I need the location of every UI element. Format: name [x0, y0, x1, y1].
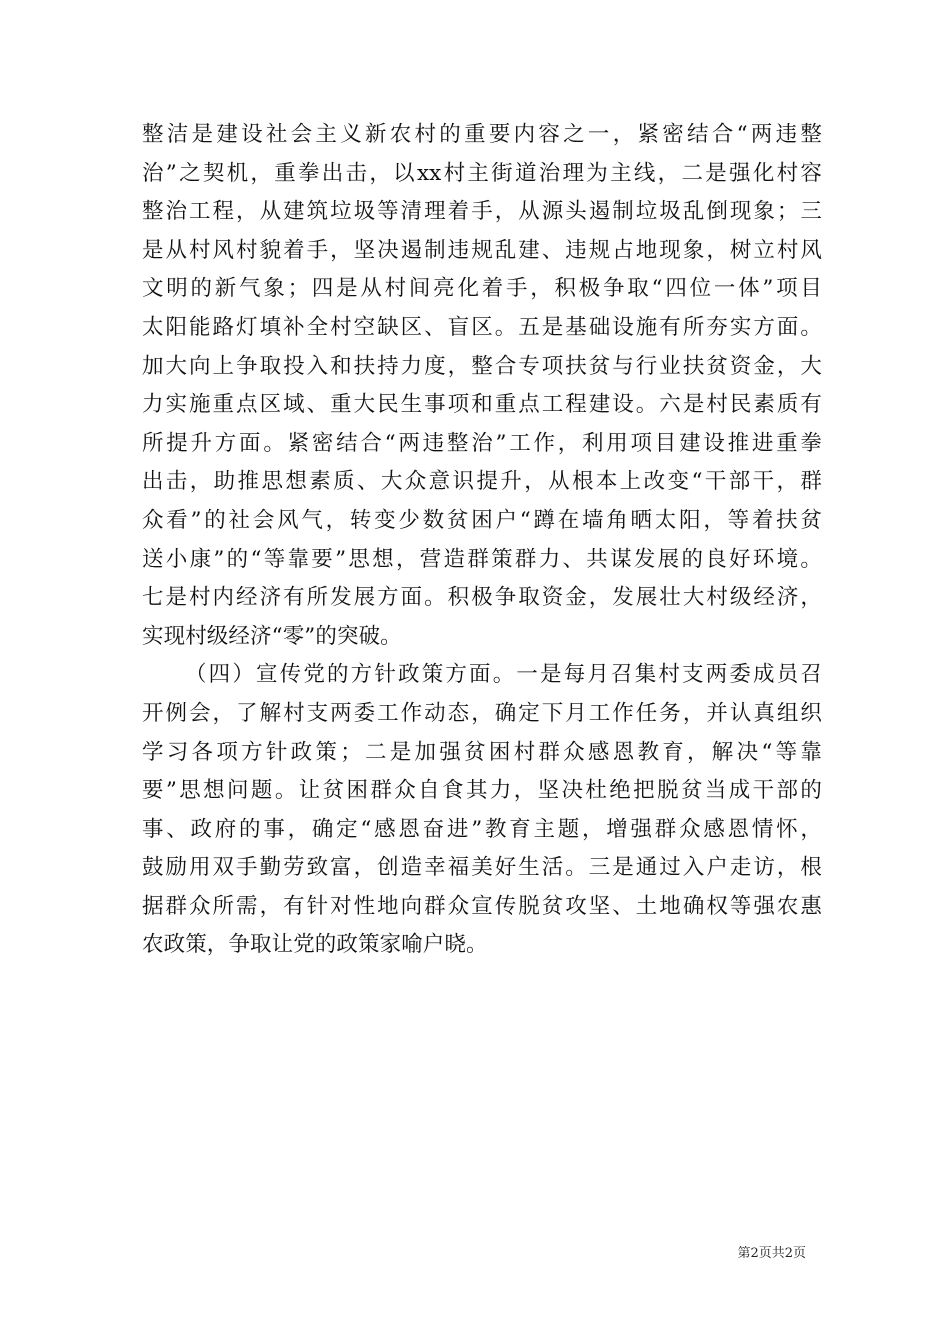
text-line: 文明的新气象；四是从村间亮化着手，积极争取“四位一体”项目: [142, 276, 822, 302]
section-heading-line: （四）宣传党的方针政策方面。一是每月召集村支两委成员召: [185, 662, 822, 688]
text-line: 整洁是建设社会主义新农村的重要内容之一，紧密结合“两违整: [142, 122, 822, 147]
text-line: 出击，助推思想素质、大众意识提升，从根本上改变“干部干，群: [142, 469, 822, 495]
text-line: 治”之契机，重拳出击，以xx村主街道治理为主线，二是强化村容: [142, 160, 822, 186]
text-line: 事、政府的事，确定“感恩奋进”教育主题，增强群众感恩情怀，: [142, 816, 822, 842]
paragraph-end-line: 农政策，争取让党的政策家喻户晓。: [142, 932, 488, 958]
text-line: 开例会，了解村支两委工作动态，确定下月工作任务，并认真组织: [142, 700, 822, 726]
text-line: 要”思想问题。让贫困群众自食其力，坚决杜绝把脱贫当成干部的: [142, 778, 822, 804]
text-line: 加大向上争取投入和扶持力度，整合专项扶贫与行业扶贫资金，大: [142, 353, 822, 379]
text-line: 众看”的社会风气，转变少数贫困户“蹲在墙角晒太阳，等着扶贫: [142, 507, 822, 533]
paragraph-end-line: 实现村级经济“零”的突破。: [142, 623, 402, 649]
text-line: 力实施重点区域、重大民生事项和重点工程建设。六是村民素质有: [142, 392, 822, 418]
page-number: 第2页共2页: [737, 1246, 806, 1261]
text-line: 送小康”的“等靠要”思想，营造群策群力、共谋发展的良好环境。: [142, 546, 822, 572]
document-body: [142, 116, 822, 965]
text-line: 据群众所需，有针对性地向群众宣传脱贫攻坚、土地确权等强农惠: [142, 893, 822, 919]
text-line: 所提升方面。紧密结合“两违整治”工作，利用项目建设推进重拳: [142, 430, 822, 456]
text-line: 鼓励用双手勤劳致富，创造幸福美好生活。三是通过入户走访，根: [142, 855, 822, 881]
text-line: 整治工程，从建筑垃圾等清理着手，从源头遏制垃圾乱倒现象；三: [142, 199, 822, 225]
text-line: 七是村内经济有所发展方面。积极争取资金，发展壮大村级经济，: [142, 585, 822, 611]
text-line: 学习各项方针政策；二是加强贫困村群众感恩教育，解决“等靠: [142, 739, 822, 765]
text-line: 是从村风村貌着手，坚决遏制违规乱建、违规占地现象，树立村风: [142, 237, 822, 263]
text-line: 太阳能路灯填补全村空缺区、盲区。五是基础设施有所夯实方面。: [142, 314, 822, 340]
